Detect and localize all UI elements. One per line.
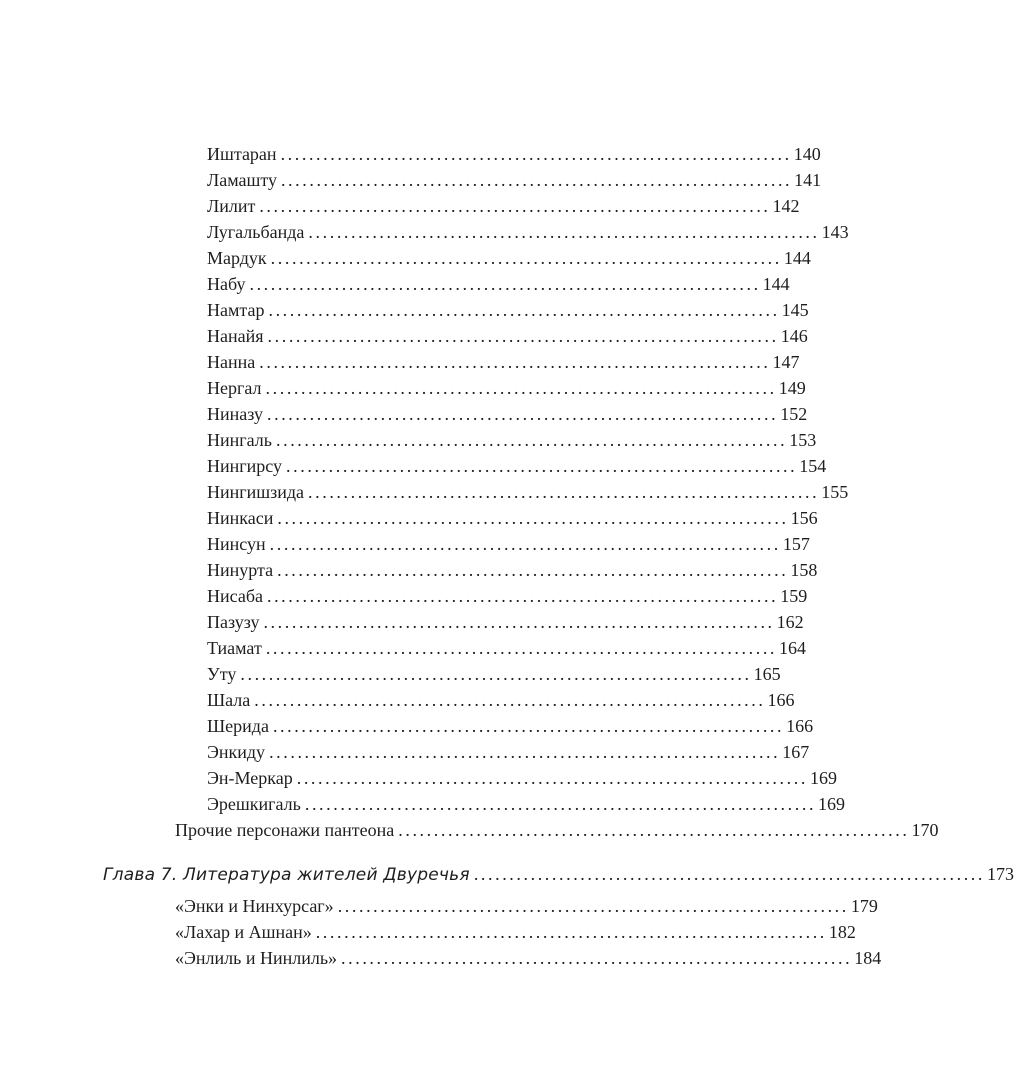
toc-chapter	[103, 861, 1014, 887]
toc-entry	[207, 453, 827, 479]
toc-story-title: «Лахар и Ашнан»	[175, 922, 312, 942]
toc-entry-page: 143	[821, 222, 849, 242]
toc-entry-title: Эн-Меркар	[207, 768, 293, 788]
dot-leader: ........................................................................	[398, 820, 910, 840]
dot-leader: ........................................................................	[249, 274, 761, 294]
toc-story-page: 179	[850, 896, 878, 916]
toc-entry	[207, 323, 808, 349]
toc-entry-page: 167	[782, 742, 810, 762]
toc-entry-title: Нингишзида	[207, 482, 305, 502]
dot-leader: ........................................................................	[337, 896, 849, 916]
toc-entry-page: 141	[794, 170, 822, 190]
toc-entry-page: 144	[762, 274, 790, 294]
dot-leader: ........................................................................	[259, 352, 771, 372]
toc-entry	[207, 609, 804, 635]
toc-entry	[207, 271, 790, 297]
toc-entry-page: 144	[783, 248, 811, 268]
toc-story-title: «Энлиль и Нинлиль»	[175, 948, 338, 968]
toc-entry	[207, 583, 808, 609]
toc-entry	[207, 401, 808, 427]
toc-entry	[207, 219, 849, 245]
toc-entry-title: Ниназу	[207, 404, 263, 424]
toc-entry-title: Лугальбанда	[207, 222, 305, 242]
toc-entry-title: Нинкаси	[207, 508, 274, 528]
toc-entry	[207, 245, 811, 271]
toc-entry	[207, 375, 806, 401]
toc-entry-page: 159	[780, 586, 808, 606]
dot-leader: ........................................................................	[270, 248, 782, 268]
toc-entry	[207, 297, 809, 323]
toc-entry	[207, 687, 795, 713]
toc-entry-page: 156	[790, 508, 818, 528]
dot-leader: ........................................................................	[308, 482, 820, 502]
toc-chapter-title: Глава 7. Литература жителей Двуречья	[103, 865, 470, 885]
toc-entry-page: 165	[753, 664, 781, 684]
dot-leader: ........................................................................	[269, 534, 781, 554]
dot-leader: ........................................................................	[269, 742, 781, 762]
dot-leader: ........................................................................	[308, 222, 820, 242]
toc-entry-title: Тиамат	[207, 638, 262, 658]
toc-entry-page: 162	[776, 612, 804, 632]
toc-section	[175, 817, 939, 843]
toc-entry-page: 164	[779, 638, 807, 658]
toc-entry-title: Набу	[207, 274, 246, 294]
dot-leader: ........................................................................	[276, 430, 788, 450]
toc-story	[175, 893, 878, 919]
toc-entry-page: 169	[818, 794, 846, 814]
dot-leader: ........................................................................	[263, 612, 775, 632]
toc-entry-title: Нанайя	[207, 326, 264, 346]
toc-entry-page: 142	[772, 196, 800, 216]
toc-entry	[207, 765, 837, 791]
toc-entry-page: 140	[793, 144, 821, 164]
dot-leader: ........................................................................	[267, 326, 779, 346]
toc-story	[175, 919, 856, 945]
toc-entry	[207, 531, 810, 557]
toc-chapter-page: 173	[987, 864, 1014, 884]
toc-entry	[207, 791, 846, 817]
toc-entry-page: 166	[767, 690, 795, 710]
toc-entry-page: 166	[786, 716, 814, 736]
toc-story	[175, 945, 882, 971]
toc-entry	[207, 557, 818, 583]
toc-entry-page: 147	[772, 352, 800, 372]
toc-section-page: 170	[911, 820, 939, 840]
toc-entry	[207, 713, 814, 739]
toc-entry-page: 145	[781, 300, 809, 320]
toc-entry	[207, 739, 810, 765]
dot-leader: ........................................................................	[266, 586, 779, 606]
dot-leader: ........................................................................	[286, 456, 798, 476]
toc-entry-title: Нанна	[207, 352, 256, 372]
toc-entry	[207, 661, 781, 687]
dot-leader: ........................................................................	[280, 170, 793, 190]
toc-entry	[207, 505, 818, 531]
toc-entry	[207, 167, 822, 193]
toc-entry-page: 153	[789, 430, 817, 450]
dot-leader: ........................................................................	[280, 144, 792, 164]
toc-entry-page: 155	[821, 482, 849, 502]
toc-entry-title: Нинсун	[207, 534, 266, 554]
dot-leader: ........................................................................	[277, 508, 789, 528]
dot-leader: ........................................................................	[259, 196, 771, 216]
toc-entry-page: 154	[799, 456, 827, 476]
dot-leader: ........................................................................	[304, 794, 817, 814]
dot-leader: ........................................................................	[315, 922, 827, 942]
toc-entry-title: Пазузу	[207, 612, 260, 632]
toc-section-title: Прочие персонажи пантеона	[175, 820, 395, 840]
toc-entry-page: 158	[790, 560, 818, 580]
toc-entry-page: 146	[780, 326, 808, 346]
toc-entry-title: Ламашту	[207, 170, 277, 190]
dot-leader: ........................................................................	[265, 638, 778, 658]
toc-entry	[207, 479, 849, 505]
toc-entry-title: Мардук	[207, 248, 267, 268]
toc-entry-title: Нингаль	[207, 430, 272, 450]
toc-entry-title: Шерида	[207, 716, 269, 736]
toc-entry-title: Энкиду	[207, 742, 266, 762]
toc-story-page: 182	[828, 922, 856, 942]
toc-story-title: «Энки и Нинхурсаг»	[175, 896, 334, 916]
toc-entry-title: Намтар	[207, 300, 265, 320]
dot-leader: ........................................................................	[268, 300, 780, 320]
toc-entry-title: Нисаба	[207, 586, 263, 606]
toc-entry-page: 157	[782, 534, 810, 554]
toc-entry-title: Нингирсу	[207, 456, 283, 476]
toc-entry	[207, 349, 800, 375]
toc-entry-title: Лилит	[207, 196, 256, 216]
dot-leader: ........................................................................	[341, 948, 853, 968]
toc-story-page: 184	[854, 948, 882, 968]
toc-entry-page: 169	[809, 768, 837, 788]
toc-entry-title: Уту	[207, 664, 237, 684]
toc-entry-title: Нинурта	[207, 560, 274, 580]
toc-entry-title: Шала	[207, 690, 251, 710]
dot-leader: ........................................................................	[240, 664, 752, 684]
dot-leader: ........................................................................	[296, 768, 808, 788]
dot-leader: ........................................................................	[473, 864, 986, 884]
toc-entry-title: Нергал	[207, 378, 262, 398]
toc-entry	[207, 141, 821, 167]
toc-entry	[207, 427, 817, 453]
dot-leader: ........................................................................	[267, 404, 779, 424]
dot-leader: ........................................................................	[254, 690, 766, 710]
dot-leader: ........................................................................	[265, 378, 777, 398]
toc-entry-title: Иштаран	[207, 144, 277, 164]
dot-leader: ........................................................................	[272, 716, 785, 736]
toc-entry-page: 149	[778, 378, 806, 398]
toc-entry-title: Эрешкигаль	[207, 794, 301, 814]
toc-entry-page: 152	[780, 404, 808, 424]
toc-entry	[207, 193, 800, 219]
dot-leader: ........................................................................	[277, 560, 789, 580]
toc-entry	[207, 635, 807, 661]
